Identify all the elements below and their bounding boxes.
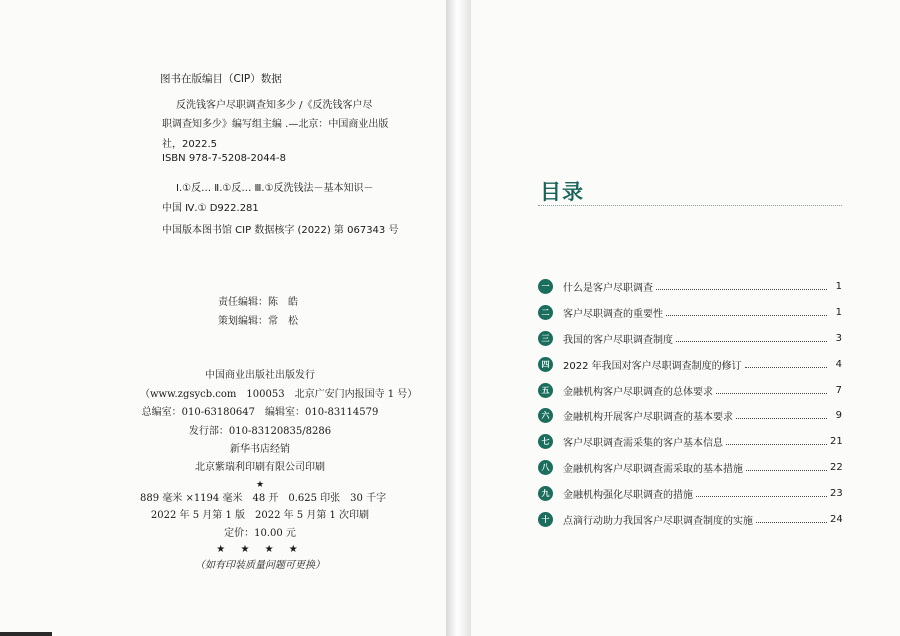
distributor: 新华书店经销 (230, 444, 290, 455)
toc-item[interactable] (538, 480, 842, 506)
dot-leader (726, 444, 827, 445)
toc-item[interactable] (538, 506, 842, 532)
dot-leader (716, 393, 827, 394)
price: 定价：10.00 元 (224, 528, 296, 539)
chapter-title: 客户尽职调查的重要性 (563, 309, 663, 321)
chapter-number-badge: 二 (538, 305, 553, 320)
cip-line-2: 职调查知多少》编写组主编 .—北京：中国商业出版 (162, 119, 389, 130)
cip-classification: Ⅰ.①反… Ⅱ.①反… Ⅲ.①反洗钱法－基本知识－ (176, 183, 374, 194)
chapter-page-number: 1 (835, 281, 842, 293)
stars-divider: ★ ★ ★ ★ (216, 544, 304, 555)
chapter-page-number: 1 (835, 307, 842, 319)
cip-line-3: 社，2022.5 (162, 139, 217, 150)
cip-classification-cont: 中国 Ⅳ.① D922.281 (162, 203, 259, 214)
chapter-title: 金融机构开展客户尽职调查的基本要求 (563, 412, 733, 424)
chapter-number-badge: 十 (538, 512, 553, 527)
chapter-page-number: 22 (830, 461, 843, 473)
chapter-title: 什么是客户尽职调查 (563, 283, 653, 295)
cip-heading: 图书在版编目（CIP）数据 (160, 73, 282, 85)
responsible-editor: 责任编辑：陈 皓 (218, 297, 298, 308)
toc-item[interactable] (538, 377, 842, 403)
dot-leader (666, 315, 827, 316)
page-edge-mark (0, 632, 52, 636)
toc-item[interactable] (538, 351, 842, 377)
dot-leader (736, 418, 827, 419)
edition-info: 2022 年 5 月第 1 版 2022 年 5 月第 1 次印刷 (150, 510, 370, 521)
dot-leader (756, 522, 827, 523)
chapter-number-badge: 六 (538, 408, 553, 423)
planning-editor: 策划编辑：常 松 (218, 316, 298, 327)
chapter-page-number: 21 (830, 436, 843, 448)
dot-leader (696, 496, 827, 497)
chapter-page-number: 3 (835, 332, 842, 344)
toc-heading-rule (538, 205, 842, 206)
chapter-page-number: 9 (835, 410, 842, 422)
chapter-number-badge: 三 (538, 331, 553, 346)
publisher: 中国商业出版社出版发行 (205, 370, 315, 381)
toc-item[interactable] (538, 300, 842, 326)
editorial-phone: 总编室：010-63180647 编辑室：010-83114579 (141, 407, 379, 418)
chapter-title: 2022 年我国对客户尽职调查制度的修订 (563, 360, 742, 372)
toc-item[interactable] (538, 429, 842, 455)
chapter-page-number: 24 (830, 513, 843, 525)
toc-item[interactable] (538, 455, 842, 481)
publisher-address: （www.zgsycb.com 100053 北京广安门内报国寺 1 号） (140, 389, 418, 400)
chapter-number-badge: 九 (538, 486, 553, 501)
distribution-phone: 发行部：010-83120835/8286 (188, 426, 332, 437)
toc-item[interactable] (538, 326, 842, 352)
dot-leader (746, 470, 827, 471)
chapter-title: 点滴行动助力我国客户尽职调查制度的实施 (563, 515, 753, 527)
toc-heading: 目录 (540, 180, 584, 204)
chapter-page-number: 23 (830, 487, 843, 499)
chapter-number-badge: 四 (538, 357, 553, 372)
dot-leader (656, 289, 827, 290)
chapter-title: 金融机构客户尽职调查的总体要求 (563, 386, 713, 398)
chapter-page-number: 4 (835, 358, 842, 370)
chapter-number-badge: 一 (538, 279, 553, 294)
chapter-number-badge: 五 (538, 383, 553, 398)
chapter-title: 金融机构强化尽职调查的措施 (563, 489, 693, 501)
chapter-title: 金融机构客户尽职调查需采取的基本措施 (563, 463, 743, 475)
book-gutter (446, 0, 471, 636)
chapter-number-badge: 七 (538, 434, 553, 449)
toc-item[interactable] (538, 403, 842, 429)
chapter-title: 我国的客户尽职调查制度 (563, 334, 673, 346)
dot-leader (676, 341, 827, 342)
cip-line-1: 反洗钱客户尽职调查知多少 /《反洗钱客户尽 (176, 100, 373, 111)
printer: 北京紫瑞利印刷有限公司印刷 (195, 462, 325, 473)
dot-leader (745, 367, 827, 368)
chapter-title: 客户尽职调查需采集的客户基本信息 (563, 438, 723, 450)
star-divider: ★ (255, 480, 265, 490)
toc-list (538, 274, 842, 532)
book-specs: 889 毫米 ×1194 毫米 48 开 0.625 印张 30 千字 (140, 493, 387, 504)
quality-notice: （如有印装质量问题可更换） (195, 560, 325, 571)
chapter-number-badge: 八 (538, 460, 553, 475)
cip-record-number: 中国版本图书馆 CIP 数据核字 (2022) 第 067343 号 (162, 225, 399, 236)
copyright-page (0, 0, 446, 636)
toc-item[interactable] (538, 274, 842, 300)
cip-isbn: ISBN 978-7-5208-2044-8 (162, 153, 286, 164)
chapter-page-number: 7 (835, 384, 842, 396)
